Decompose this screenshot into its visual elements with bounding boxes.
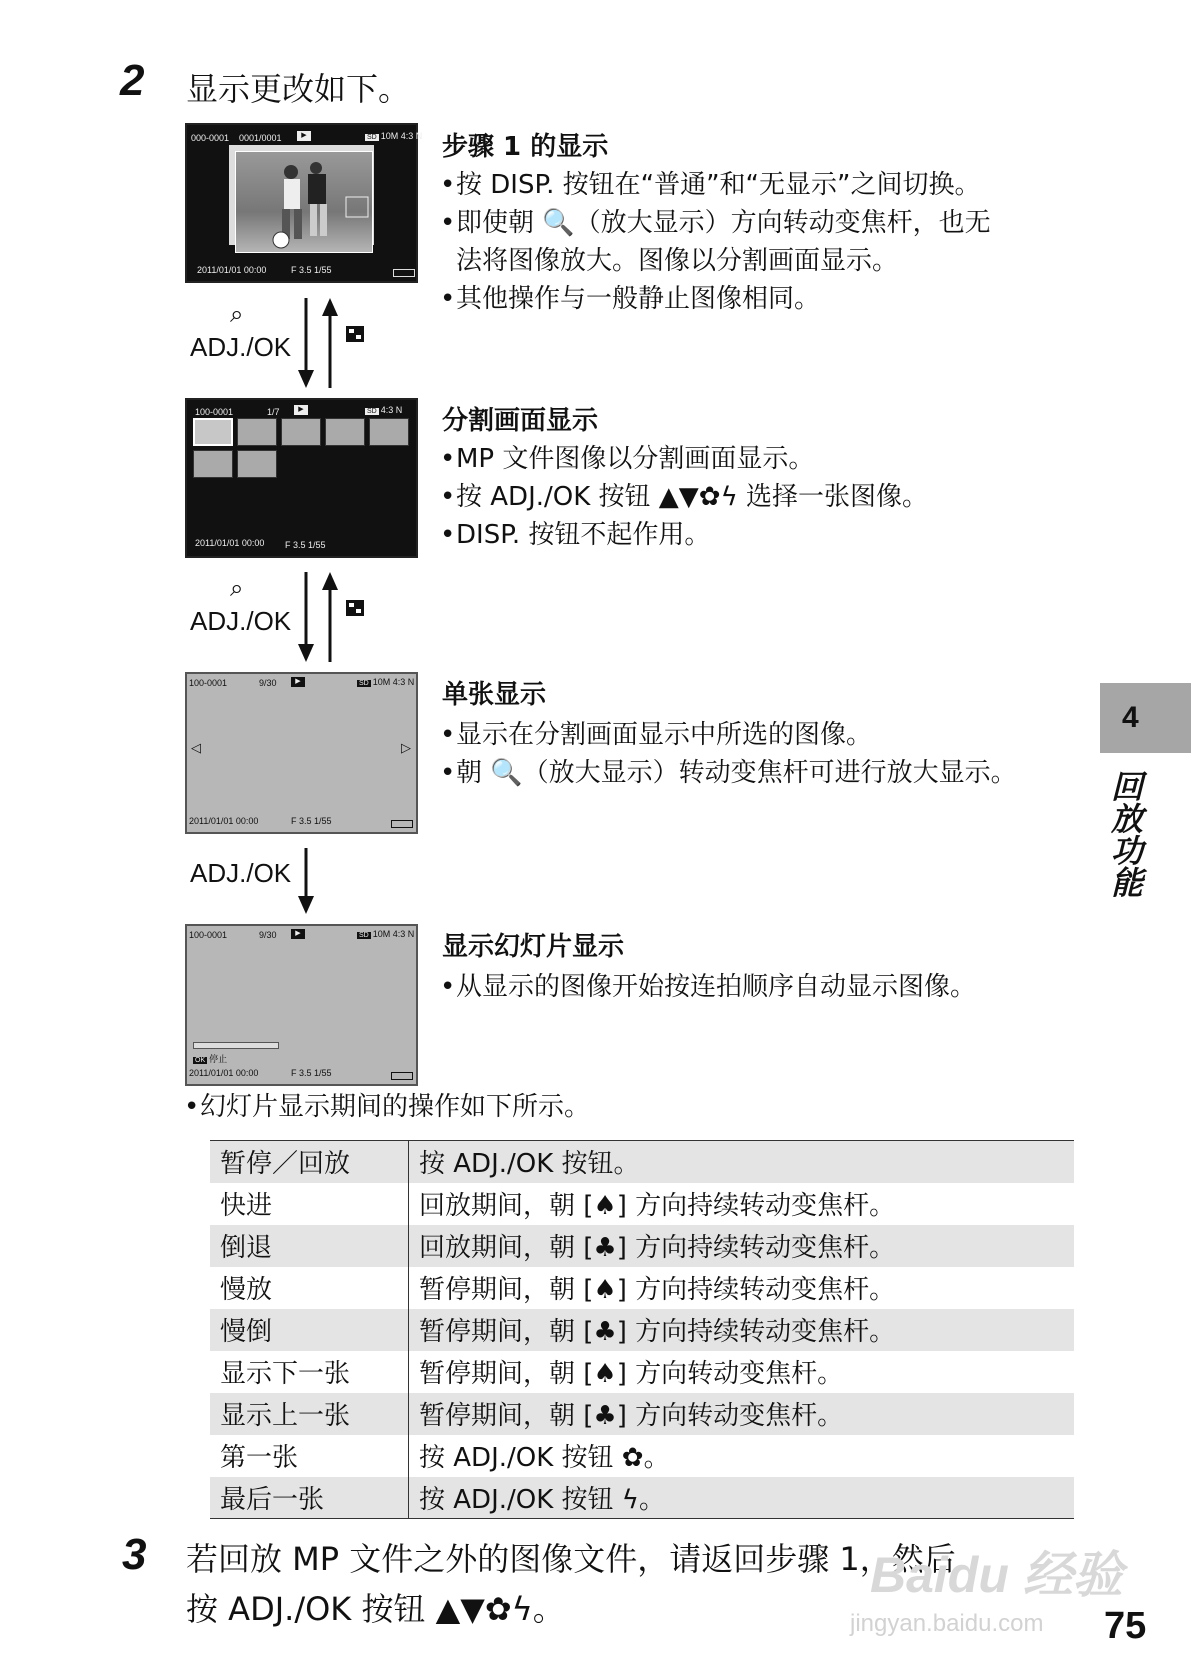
chapter-label: 回放功能	[1106, 770, 1144, 898]
right-arrow-icon: ▷	[401, 740, 411, 755]
table-cell-operation: 暂停期间，朝 [♣] 方向持续转动变焦杆。	[419, 1317, 896, 1347]
soccer-players-image	[236, 152, 372, 252]
thumbnail	[281, 418, 321, 446]
table-row	[210, 1141, 1074, 1183]
table-cell-operation: 按 ADJ./OK 按钮 ✿。	[419, 1443, 670, 1473]
transition-arrow-3	[296, 846, 320, 916]
table-cell-operation: 暂停期间，朝 [♠] 方向持续转动变焦杆。	[419, 1275, 896, 1305]
thumbnail	[369, 418, 409, 446]
step-3-number: 3	[122, 1530, 147, 1579]
list-item: •从显示的图像开始按连拍顺序自动显示图像。	[440, 972, 977, 1002]
table-row	[210, 1477, 1074, 1519]
battery-icon	[391, 1072, 413, 1080]
section-single-bullets	[440, 716, 1090, 792]
list-item: •MP 文件图像以分割画面显示。	[440, 444, 815, 474]
screen3-size: 10M 4:3 N	[372, 677, 415, 687]
adj-ok-label: ADJ./OK	[190, 606, 292, 636]
slideshow-progress-bar	[193, 1042, 279, 1049]
table-cell-action: 倒退	[210, 1225, 409, 1267]
table-cell-action: 显示下一张	[210, 1351, 409, 1393]
section-step1-title: 步骤 1 的显示	[442, 132, 609, 162]
sd-card-icon: SD	[359, 932, 369, 939]
section-slideshow-title: 显示幻灯片显示	[442, 932, 625, 962]
screen3-date: 2011/01/01 00:00	[189, 816, 259, 826]
transition-arrows-2	[296, 570, 346, 664]
screen2-sd-area	[365, 405, 402, 415]
magnifier-icon: ⌕	[230, 574, 244, 602]
screen2-size: 4:3 N	[380, 405, 403, 415]
screen4-file: 100-0001	[189, 930, 228, 940]
list-item: •按 DISP. 按钮在“普通”和“无显示”之间切换。	[440, 170, 981, 200]
table-cell-operation: 按 ADJ./OK 按钮 ϟ。	[419, 1484, 665, 1515]
screen2-date: 2011/01/01 00:00	[195, 538, 265, 548]
ok-badge: OK	[195, 1057, 206, 1064]
list-item: •显示在分割画面显示中所选的图像。	[440, 720, 873, 750]
ok-stop-hint	[193, 1052, 227, 1065]
table-cell-action: 慢倒	[210, 1309, 409, 1351]
baidu-watermark: Baidu 经验	[870, 1547, 1123, 1603]
table-cell-operation: 暂停期间，朝 [♣] 方向转动变焦杆。	[419, 1401, 844, 1431]
thumbnail-grid-icon	[346, 326, 364, 342]
section-single-title: 单张显示	[442, 680, 547, 710]
play-icon: ▶	[294, 405, 308, 415]
step-3-text	[186, 1534, 956, 1634]
sd-card-icon: SD	[359, 680, 369, 687]
screen2-exposure: F 3.5 1/55	[285, 540, 326, 550]
screen1-count: 0001/0001	[239, 133, 282, 143]
screen1-exposure: F 3.5 1/55	[291, 265, 332, 275]
screen3-count: 9/30	[259, 678, 277, 688]
thumbnail	[237, 418, 277, 446]
screen4-exposure: F 3.5 1/55	[291, 1068, 332, 1078]
table-cell-action: 暂停／回放	[210, 1141, 409, 1183]
screen3-sd-area	[357, 677, 414, 687]
sd-card-icon: SD	[367, 134, 377, 141]
table-row	[210, 1351, 1074, 1393]
screen-step1-display	[185, 123, 423, 283]
step-2-text: 显示更改如下。	[186, 70, 411, 108]
baidu-watermark-url: jingyan.baidu.com	[850, 1610, 1044, 1637]
screen4-sd-area	[357, 929, 414, 939]
table-intro: •幻灯片显示期间的操作如下所示。	[184, 1092, 591, 1122]
table-row	[210, 1267, 1074, 1309]
thumbnail-selected	[193, 418, 233, 446]
thumbnail	[237, 450, 277, 478]
step-3-line1: 若回放 MP 文件之外的图像文件，请返回步骤 1，然后	[186, 1540, 956, 1578]
list-item: •朝 🔍（放大显示）转动变焦杆可进行放大显示。	[440, 758, 1017, 788]
screen1-photo	[235, 151, 373, 253]
table-row	[210, 1225, 1074, 1267]
table-cell-operation: 按 ADJ./OK 按钮。	[419, 1149, 640, 1180]
table-cell-action: 慢放	[210, 1267, 409, 1309]
battery-icon	[393, 269, 415, 277]
battery-icon	[391, 820, 413, 828]
screen-split-display	[185, 398, 418, 558]
step-3-line2: 按 ADJ./OK 按钮 ▲▼✿ϟ。	[186, 1590, 565, 1628]
screen2-count: 1/7	[267, 407, 280, 417]
adj-ok-label: ADJ./OK	[190, 858, 292, 888]
screen-slideshow-display	[185, 924, 418, 1086]
thumbnail-grid-icon	[346, 600, 364, 616]
list-item: •DISP. 按钮不起作用。	[440, 520, 711, 550]
step-2-number: 2	[120, 56, 145, 105]
slideshow-operations-table	[210, 1140, 1074, 1519]
table-cell-operation: 回放期间，朝 [♣] 方向持续转动变焦杆。	[419, 1233, 896, 1263]
play-icon: ▶	[297, 131, 311, 141]
screen3-file: 100-0001	[189, 678, 228, 688]
list-item: •即使朝 🔍（放大显示）方向转动变焦杆，也无 法将图像放大。图像以分割画面显示。	[440, 208, 991, 276]
section-slideshow-bullets	[440, 968, 1080, 1006]
transition-arrows-1	[296, 296, 346, 390]
screen1-file: 000-0001	[191, 133, 230, 143]
screen2-file: 100-0001	[195, 407, 234, 417]
table-row	[210, 1309, 1074, 1351]
table-row	[210, 1183, 1074, 1225]
list-item: •其他操作与一般静止图像相同。	[440, 284, 821, 314]
sd-card-icon: SD	[367, 408, 377, 415]
table-cell-action: 第一张	[210, 1435, 409, 1477]
table-row	[210, 1393, 1074, 1435]
stop-label: 停止	[209, 1054, 228, 1064]
screen-single-display	[185, 672, 418, 834]
list-item: •按 ADJ./OK 按钮 ▲▼✿ϟ 选择一张图像。	[440, 482, 928, 512]
screen4-size: 10M 4:3 N	[372, 929, 415, 939]
chapter-tab: 4	[1100, 683, 1191, 753]
screen1-sd-area	[365, 131, 422, 141]
table-row	[210, 1435, 1074, 1477]
play-icon: ▶	[291, 929, 305, 939]
thumbnail	[325, 418, 365, 446]
section-step1-bullets	[440, 166, 1080, 318]
left-arrow-icon: ◁	[191, 740, 201, 755]
section-split-bullets	[440, 440, 1080, 554]
screen1-date: 2011/01/01 00:00	[197, 265, 267, 275]
table-cell-operation: 暂停期间，朝 [♠] 方向转动变焦杆。	[419, 1359, 844, 1389]
play-icon: ▶	[291, 677, 305, 687]
table-cell-action: 显示上一张	[210, 1393, 409, 1435]
screen4-date: 2011/01/01 00:00	[189, 1068, 259, 1078]
thumbnail	[193, 450, 233, 478]
table-cell-operation: 回放期间，朝 [♠] 方向持续转动变焦杆。	[419, 1191, 896, 1221]
screen4-count: 9/30	[259, 930, 277, 940]
section-split-title: 分割画面显示	[442, 406, 599, 436]
table-cell-action: 快进	[210, 1183, 409, 1225]
table-cell-action: 最后一张	[210, 1477, 409, 1519]
page-number: 75	[1104, 1605, 1147, 1647]
screen3-exposure: F 3.5 1/55	[291, 816, 332, 826]
adj-ok-label: ADJ./OK	[190, 332, 292, 362]
screen1-size: 10M 4:3 N	[380, 131, 423, 141]
magnifier-icon: ⌕	[230, 300, 244, 328]
